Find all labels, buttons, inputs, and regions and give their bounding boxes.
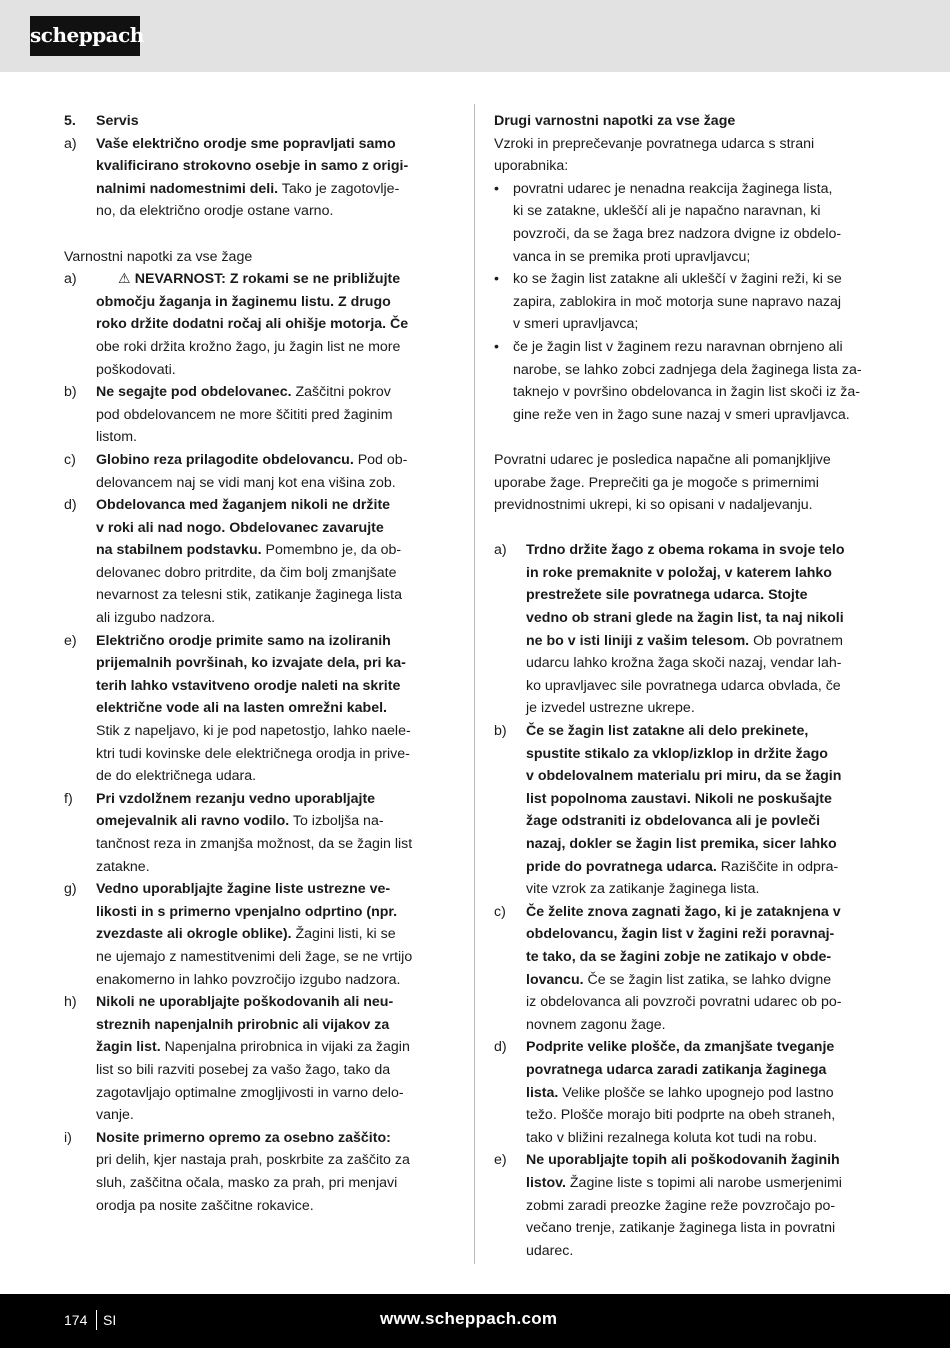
item-body — [526, 1036, 886, 1149]
item-label: d) — [494, 1039, 507, 1056]
text: Pomembno je, da ob- — [261, 542, 402, 559]
text-line: vanca in se premika proti upravljavcu; — [513, 248, 751, 265]
bullet-body — [513, 336, 886, 426]
bullet-body — [513, 178, 886, 268]
text-line: zapira, zablokira in moč motorja sune napravo nazaj — [513, 293, 842, 310]
text-line: orodja pa nosite zaščitne rokavice. — [96, 1197, 314, 1214]
header-band — [0, 0, 950, 72]
item-label: b) — [64, 384, 77, 401]
text-line: uporabe žage. Preprečiti ga je mogoče s primernimi — [494, 474, 819, 491]
text-line: udarec. — [526, 1242, 574, 1259]
item-label: a) — [64, 271, 77, 288]
item-label: c) — [494, 903, 506, 920]
kickback-paragraph — [494, 449, 886, 517]
bold-line: Nikoli ne uporabljajte poškodovanih ali neu- — [96, 994, 394, 1011]
item-body — [96, 449, 456, 494]
text-line: če je žagin list v žaginem rezu naravnan obrnjeno ali — [513, 338, 843, 355]
item-line — [526, 856, 886, 879]
text-line: de do električnega udara. — [96, 768, 257, 785]
bold-line: terih lahko vstavitveno orodje naleti na skrite — [96, 677, 401, 694]
text-line: ko upravljavec sile povratnega udarca obvlada, če — [526, 677, 841, 694]
instruction-item-servis-a — [64, 133, 456, 223]
item-body — [96, 788, 456, 878]
item-body — [96, 268, 456, 381]
bold-line: v obdelovalnem materialu pri miru, da se žagin — [526, 768, 842, 785]
text-line: Povratni udarec je posledica napačne ali pomanjkljive — [494, 451, 831, 468]
item-body — [96, 630, 456, 788]
bold-text: Ne segajte pod obdelovanec. — [96, 384, 292, 401]
bold-text: omejevalnik ali ravno vodilo. — [96, 813, 290, 830]
text-line: sluh, zaščitna očala, masko za prah, pri menjavi — [96, 1174, 398, 1191]
bold-line: Trdno držite žago z obema rokama in svoje telo — [526, 542, 845, 559]
text-line: pod obdelovancem ne more ščititi pred žaginim — [96, 406, 393, 423]
bold-line: Vaše električno orodje sme popravljati samo — [96, 135, 396, 152]
bold-line: območju žaganja in žaginemu listu. Z drugo — [96, 293, 391, 310]
text: Če se žagin list zatika, se lahko dvigne — [583, 971, 832, 988]
item-body — [96, 494, 456, 630]
bold-line: Električno orodje primite samo na izoliranih — [96, 632, 391, 649]
footer-separator — [96, 1310, 97, 1330]
section-title: Servis — [96, 113, 139, 129]
item-line — [96, 923, 456, 946]
item-body — [96, 991, 456, 1127]
text-line: povzroči, da se žaga brez nadzora dvigne iz obdelo- — [513, 225, 842, 242]
text: Raziščite in odpra- — [716, 858, 839, 875]
text-line: delovanec dobro pritrdite, da čim bolj zmanjšate — [96, 564, 397, 581]
item-label: e) — [64, 632, 77, 649]
item-label: a) — [64, 135, 77, 152]
text: Če — [386, 316, 409, 333]
item-line — [96, 381, 456, 404]
bold-text: NEVARNOST: Z rokami se ne približujte — [134, 271, 401, 288]
text: Žagine liste s topimi ali narobe usmerjenimi — [565, 1174, 842, 1191]
text-line: taknejo v površino obdelovanca in žagin list skoči iz ža- — [513, 384, 860, 401]
bold-line: Če želite znova zagnati žago, ki je zataknjena v — [526, 903, 841, 920]
text-line: v smeri upravljavca; — [513, 316, 639, 333]
text: Žagini listi, ki se — [291, 926, 396, 943]
text-line: Stik z napeljavo, ki je pod napetostjo, lahko naele- — [96, 723, 411, 740]
bold-line: Vedno uporabljajte žagine liste ustrezne ve- — [96, 881, 391, 898]
item-label: d) — [64, 497, 77, 514]
text-line: no, da električno orodje ostane varno. — [96, 203, 334, 220]
bold-line: roko držite dodatni ročaj ali ohišje motorja. Če — [96, 316, 409, 333]
instruction-item-saws-i — [64, 1127, 456, 1217]
bullet-marker: • — [494, 271, 499, 288]
text: To izboljša na- — [289, 813, 384, 830]
bold-line: Podprite velike plošče, da zmanjšate tveganje — [526, 1039, 835, 1056]
text-line: obe roki držita krožno žago, ju žagin list ne more — [96, 338, 401, 355]
text-line: zagotavljajo optimalne zmogljivosti in varno delo- — [96, 1084, 404, 1101]
warning-icon: ⚠ — [118, 271, 131, 288]
text-line: zobmi zaradi preozke žagine reže povzročajo po- — [526, 1197, 836, 1214]
text-line: pri delih, kjer nastaja prah, poskrbite za zaščito za — [96, 1152, 410, 1169]
bullet-body — [513, 268, 886, 336]
instruction-item-saws-g — [64, 878, 456, 991]
bold-line: te tako, da se žagini zobje ne zatikajo v obde- — [526, 948, 832, 965]
bold-text: na stabilnem podstavku. — [96, 542, 262, 559]
text-line: vanje. — [96, 1107, 134, 1124]
text-line: ne ujemajo z namestitvenimi deli žage, se ne vrtijo — [96, 948, 413, 965]
item-label: e) — [494, 1152, 507, 1169]
text-line: tako v bližini rezalnega koluta kot tudi na robu. — [526, 1129, 818, 1146]
text: Napenjalna prirobnica in vijaki za žagin — [160, 1039, 410, 1056]
bold-line: in roke premaknite v položaj, v katerem lahko — [526, 564, 832, 581]
text-line: zatakne. — [96, 858, 150, 875]
item-line — [526, 630, 886, 653]
bold-line: list popolnoma zaustavi. Nikoli ne poskušajte — [526, 790, 832, 807]
text-line: list so bili razviti posebej za vašo žago, tako da — [96, 1061, 391, 1078]
item-body — [96, 878, 456, 991]
instruction-item-saws-b — [64, 381, 456, 449]
item-line — [526, 969, 886, 992]
text-line: novnem zagonu žage. — [526, 1016, 666, 1033]
item-line — [96, 539, 456, 562]
item-line — [96, 268, 456, 291]
section-heading-servis — [64, 110, 456, 133]
item-body — [526, 539, 886, 720]
text-line: gine reže ven in žago sune nazaj v smeri upravljavca. — [513, 406, 850, 423]
text-line: vite vzrok za zatikanje žaginega lista. — [526, 881, 760, 898]
text-line: ktri tudi kovinske dele električnega orodja in prive- — [96, 745, 410, 762]
bold-line: obdelovancu, žagin list v žagini reži poravnaj- — [526, 926, 835, 943]
text: Tako je zagotovlje- — [278, 180, 400, 197]
item-line — [96, 1036, 456, 1059]
bold-line: likosti in s primerno vpenjalno odprtino (npr. — [96, 903, 398, 920]
text-line: težo. Plošče morajo biti podprte na obeh straneh, — [526, 1107, 836, 1124]
section-number: 5. — [64, 113, 76, 129]
item-label: b) — [494, 723, 507, 740]
bold-line: v roki ali nad nogo. Obdelovanec zavarujte — [96, 519, 384, 536]
item-label: a) — [494, 542, 507, 559]
bold-line: vedno ob strani glede na žagin list, ta naj nikoli — [526, 610, 844, 627]
instruction-item-kickback-a — [494, 539, 886, 720]
instruction-item-kickback-d — [494, 1036, 886, 1149]
item-label: c) — [64, 451, 76, 468]
item-body — [526, 901, 886, 1037]
item-label: h) — [64, 994, 77, 1011]
text-line: enakomerno in lahko povzročijo izgubo nadzora. — [96, 971, 401, 988]
instruction-item-saws-d — [64, 494, 456, 630]
text-line: poškodovati. — [96, 361, 176, 378]
bold-text: lista. — [526, 1084, 559, 1101]
item-body — [96, 133, 456, 223]
bold-line: Ne uporabljajte topih ali poškodovanih žaginih — [526, 1152, 840, 1169]
text-line: udarcu lahko krožna žaga skoči nazaj, vendar lah- — [526, 655, 842, 672]
text-line: ko se žagin list zatakne ali ukleščí v žagini reži, ki se — [513, 271, 842, 288]
instruction-item-saws-h — [64, 991, 456, 1127]
bold-line: povratnega udarca zaradi zatikanja žaginega — [526, 1061, 827, 1078]
item-line — [526, 1082, 886, 1105]
item-body — [96, 381, 456, 449]
bold-text: nalnimi nadomestnimi deli. — [96, 180, 279, 197]
text: Pod ob- — [353, 451, 408, 468]
item-body — [526, 720, 886, 901]
text: Velike plošče se lahko upognejo pod lastno — [558, 1084, 834, 1101]
bold-text: pride do povratnega udarca. — [526, 858, 717, 875]
instruction-item-saws-f — [64, 788, 456, 878]
item-label: f) — [64, 790, 73, 807]
instruction-item-saws-e — [64, 630, 456, 788]
instruction-item-saws-a — [64, 268, 456, 381]
bullet-item — [494, 268, 886, 336]
item-label: g) — [64, 881, 77, 898]
text-line: delovancem naj se vidi manj kot ena višina zob. — [96, 474, 396, 491]
item-line — [526, 1172, 886, 1195]
bold-text: ne bo v isti liniji z vašim telesom. — [526, 632, 750, 649]
text-line: povratni udarec je nenadna reakcija žaginega lista, — [513, 180, 833, 197]
section-title-other: Drugi varnostni napotki za vse žage — [494, 113, 736, 129]
logo-text: scheppach — [30, 23, 144, 47]
bold-line — [96, 178, 456, 201]
bold-text: žagin list. — [96, 1039, 161, 1056]
bold-text: zvezdaste ali okrogle oblike). — [96, 926, 292, 943]
text-line: ali izgubo nadzora. — [96, 610, 216, 627]
column-divider — [474, 104, 475, 1264]
intro-paragraph — [494, 133, 886, 178]
text-line: tančnost reza in zmanjša možnost, da se žagin list — [96, 836, 413, 852]
bold-line: Obdelovanca med žaganjem nikoli ne držite — [96, 497, 391, 514]
left-column — [64, 110, 456, 1217]
website-url[interactable]: www.scheppach.com — [380, 1309, 558, 1328]
bold-text: listov. — [526, 1174, 566, 1191]
instruction-item-saws-c — [64, 449, 456, 494]
text-line: iz obdelovanca ali povzroči povratni udarec ob po- — [526, 994, 842, 1011]
text-line: večano trenje, zatikanje žaginega lista in povratni — [526, 1220, 836, 1237]
bullet-item — [494, 178, 886, 268]
bold-line: Pri vzdolžnem rezanju vedno uporabljajte — [96, 790, 376, 807]
bold-line: streznih napenjalnih prirobnic ali vijakov za — [96, 1016, 390, 1033]
text-line: previdnostnimi ukrepi, ki so opisani v nadaljevanju. — [494, 497, 813, 514]
scheppach-logo — [30, 16, 144, 56]
instruction-item-kickback-c — [494, 901, 886, 1037]
text-line: je izvedel ustrezne ukrepe. — [526, 700, 695, 717]
bold-line: kvalificirano strokovno osebje in samo z origi- — [96, 158, 409, 175]
bullet-item — [494, 336, 886, 426]
right-column — [494, 110, 886, 1262]
bold-line: električne vode ali na lasten omrežni kabel. — [96, 700, 387, 717]
item-body — [96, 1127, 456, 1217]
text-line: Vzroki in preprečevanje povratnega udarca s strani — [494, 135, 815, 152]
bold-line: Nosite primerno opremo za osebno zaščito: — [96, 1129, 391, 1146]
bullet-marker: • — [494, 338, 499, 355]
bold-line: Če se žagin list zatakne ali delo prekinete, — [526, 723, 809, 740]
section-title-saws: Varnostni napotki za vse žage — [64, 248, 253, 265]
text-line: uporabnika: — [494, 158, 569, 175]
text: Ob povratnem — [749, 632, 843, 649]
text: Zaščitni pokrov — [291, 384, 391, 401]
bold-text: Globino reza prilagodite obdelovancu. — [96, 451, 354, 468]
bold-line: nazaj, dokler se žagin list premika, sicer lahko — [526, 836, 837, 852]
footer-band — [0, 1294, 950, 1348]
bold-line: prestrežete sile povratnega udarca. Stojte — [526, 587, 808, 604]
text-line: narobe, se lahko zobci zadnjega dela žaginega lista za- — [513, 361, 862, 378]
item-line — [96, 449, 456, 472]
text-line: listom. — [96, 429, 137, 446]
item-label: i) — [64, 1129, 72, 1146]
page-number: 174 — [64, 1312, 88, 1328]
bold-text: lovancu. — [526, 971, 584, 988]
bold-line: žage odstraniti iz obdelovanca ali je povleči — [526, 813, 821, 830]
bold-line: spustite stikalo za vklop/izklop in držite žago — [526, 745, 828, 762]
language-code: SI — [103, 1312, 117, 1328]
instruction-item-kickback-e — [494, 1149, 886, 1262]
text-line: nevarnost za telesni stik, zatikanje žaginega lista — [96, 587, 402, 604]
item-body — [526, 1149, 886, 1262]
item-line — [96, 810, 456, 833]
instruction-item-kickback-b — [494, 720, 886, 901]
bold-line: prijemalnih površinah, ko izvajate dela, pri ka- — [96, 655, 406, 672]
text-line: ki se zatakne, ukleščí ali je napačno naravnan, ki — [513, 203, 821, 220]
bullet-marker: • — [494, 180, 499, 197]
